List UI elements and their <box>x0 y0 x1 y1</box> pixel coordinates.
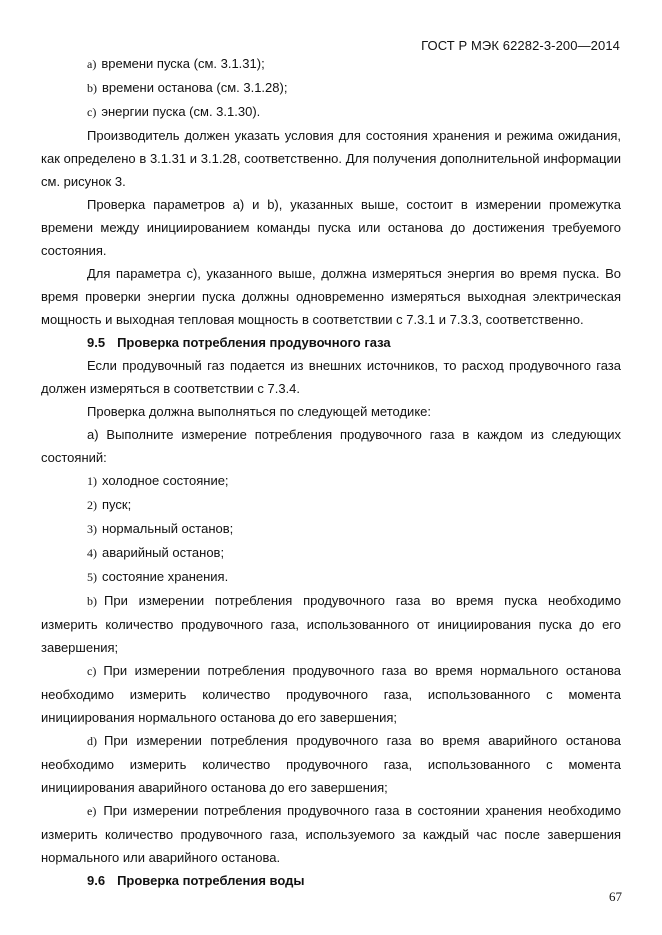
paragraph: Для параметра c), указанного выше, должна измеряться энергия во время пуска. Во время проверки энергии пуска должны одновременно измеряться выходная электрическая мощность и выходная тепловая мощность в соответствии с 7.3.1 и 7.3.3, соответственно. <box>41 266 621 327</box>
list-marker: b) <box>87 594 97 608</box>
section-number: 9.6 <box>87 873 106 888</box>
section-title: Проверка потребления воды <box>117 873 305 888</box>
list-item-text: нормальный останов; <box>102 521 234 536</box>
list-item <box>41 52 621 76</box>
section-heading-9-6 <box>41 869 621 892</box>
page-body <box>41 52 621 892</box>
paragraph: Проверка параметров a) и b), указанных выше, состоит в измерении промежутка времени между инициированием команды пуска или останова до достижения требуемого состояния. <box>41 197 621 258</box>
section-number: 9.5 <box>87 335 106 350</box>
paragraph-text: При измерении потребления продувочного газа в состоянии хранения необходимо измерить количество продувочного газа, используемого за каждый час после завершения нормального или аварийного останова. <box>41 803 621 865</box>
list-marker: c) <box>87 664 97 678</box>
list-item <box>41 469 621 493</box>
list-item <box>41 565 621 589</box>
list-item <box>41 493 621 517</box>
list-marker: 4) <box>87 546 97 560</box>
section-heading-9-5 <box>41 331 621 354</box>
list-marker: c) <box>87 105 97 119</box>
paragraph: а) Выполните измерение потребления продувочного газа в каждом из следующих состояний: <box>41 427 621 465</box>
list-marker: d) <box>87 734 97 748</box>
paragraph: Проверка должна выполняться по следующей методике: <box>87 404 431 419</box>
page-number: 67 <box>609 889 622 904</box>
list-item <box>41 517 621 541</box>
paragraph: Производитель должен указать условия для состояния хранения и режима ожидания, как определено в 3.1.31 и 3.1.28, соответственно. Для получения дополнительной информации см. рисунок 3. <box>41 128 621 189</box>
paragraph <box>41 729 621 799</box>
document-header: ГОСТ Р МЭК 62282-3-200—2014 <box>421 38 620 53</box>
paragraph <box>41 799 621 869</box>
paragraph: Если продувочный газ подается из внешних источников, то расход продувочного газа должен измеряться в соответствии с 7.3.4. <box>41 358 621 396</box>
paragraph-text: При измерении потребления продувочного газа во время аварийного останова необходимо измерить количество продувочного газа, использованного с момента инициирования аварийного останова до его завершения; <box>41 733 621 795</box>
list-item-text: времени останова (см. 3.1.28); <box>102 80 288 95</box>
paragraph <box>41 659 621 729</box>
list-marker: a) <box>87 57 97 71</box>
paragraph-text: При измерении потребления продувочного газа во время пуска необходимо измерить количество продувочного газа, использованного от инициирования пуска до его завершения; <box>41 593 621 655</box>
list-item-text: пуск; <box>102 497 132 512</box>
list-marker: b) <box>87 81 97 95</box>
list-item-text: аварийный останов; <box>102 545 225 560</box>
list-item-text: состояние хранения. <box>102 569 229 584</box>
list-item <box>41 100 621 124</box>
list-item-text: холодное состояние; <box>102 473 229 488</box>
paragraph <box>41 589 621 659</box>
paragraph-text: При измерении потребления продувочного газа во время нормального останова необходимо измерить количество продувочного газа, использованного с момента инициирования нормального останова до его завершения; <box>41 663 621 725</box>
list-item <box>41 76 621 100</box>
list-item-text: времени пуска (см. 3.1.31); <box>101 56 265 71</box>
section-title: Проверка потребления продувочного газа <box>117 335 391 350</box>
list-marker: 1) <box>87 474 97 488</box>
list-marker: 3) <box>87 522 97 536</box>
list-item-text: энергии пуска (см. 3.1.30). <box>101 104 261 119</box>
list-marker: 2) <box>87 498 97 512</box>
list-marker: e) <box>87 804 97 818</box>
list-item <box>41 541 621 565</box>
list-marker: 5) <box>87 570 97 584</box>
